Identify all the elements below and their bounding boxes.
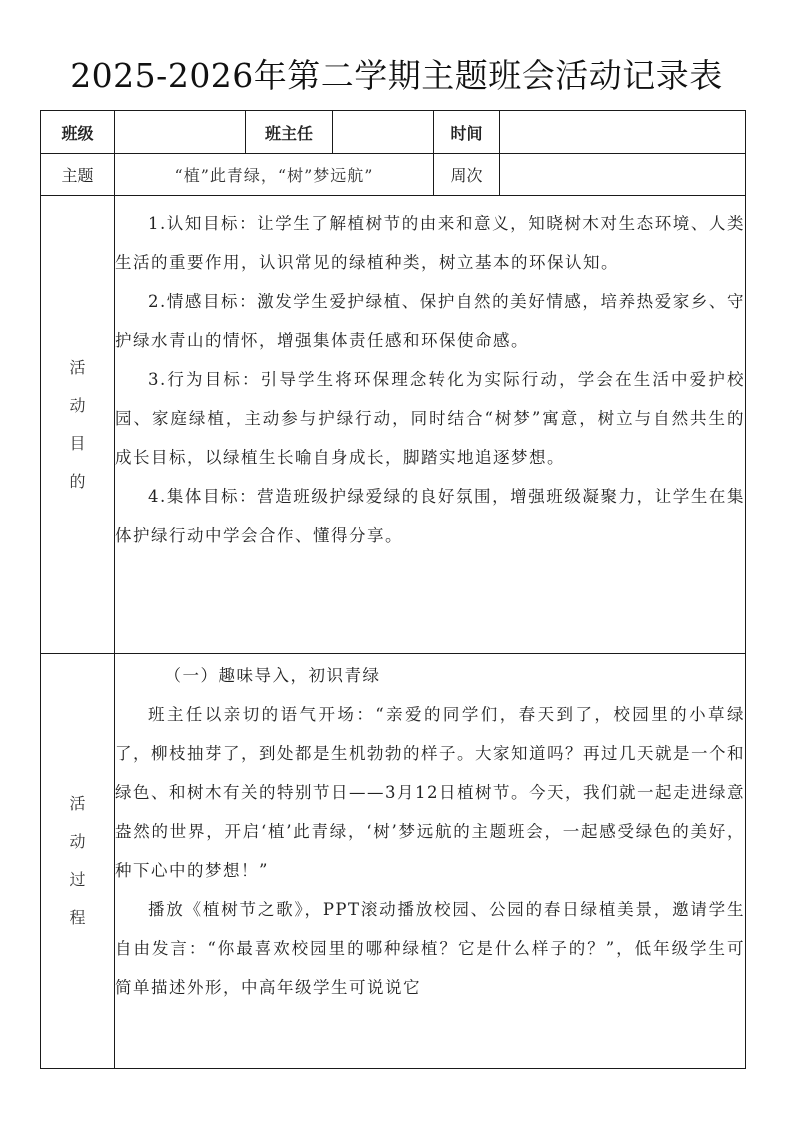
process-label-char: 过 — [69, 870, 86, 889]
purpose-content — [115, 196, 746, 654]
info-row-1 — [41, 111, 746, 154]
process-paragraph-song: 播放《植树节之歌》，PPT滚动播放校园、公园的春日绿植美景，邀请学生自由发言：“你最喜欢校园里的哪种绿植？它是什么样子的？”，低年级学生可简单描述外形，中高年级学生可说说它 — [115, 900, 745, 997]
process-label — [41, 654, 115, 1069]
week-label: 周次 — [434, 154, 500, 196]
process-label-char: 活 — [69, 794, 86, 813]
time-field[interactable] — [500, 111, 746, 154]
info-row-2 — [41, 154, 746, 196]
process-subheading: （一）趣味导入，初识青绿 — [164, 666, 381, 685]
purpose-paragraph-emotional: 2.情感目标：激发学生爱护绿植、保护自然的美好情感，培养热爱家乡、守护绿水青山的情怀，增强集体责任感和环保使命感。 — [115, 292, 745, 350]
week-field[interactable] — [500, 154, 746, 196]
theme-label: 主题 — [41, 154, 115, 196]
purpose-section — [41, 196, 746, 654]
theme-value: “植”此青绿，“树”梦远航” — [115, 154, 434, 196]
purpose-label-char: 活 — [69, 357, 86, 377]
process-label-char: 动 — [69, 832, 86, 851]
process-label-char: 程 — [69, 908, 86, 927]
process-section — [41, 654, 746, 1069]
class-label: 班级 — [41, 111, 115, 154]
purpose-paragraph-cognitive: 1.认知目标：让学生了解植树节的由来和意义，知晓树木对生态环境、人类生活的重要作用，认识常见的绿植种类，树立基本的环保认知。 — [115, 214, 745, 272]
class-field[interactable] — [115, 111, 246, 154]
process-content — [115, 654, 746, 1069]
teacher-field[interactable] — [333, 111, 434, 154]
document-title: 2025-2026年第二学期主题班会活动记录表 — [70, 56, 723, 95]
purpose-label-char: 动 — [69, 395, 86, 415]
purpose-label-char: 的 — [69, 471, 86, 491]
activity-record-table — [40, 110, 746, 1069]
purpose-label — [41, 196, 115, 654]
teacher-label: 班主任 — [246, 111, 333, 154]
process-paragraph-intro: 班主任以亲切的语气开场：“亲爱的同学们，春天到了，校园里的小草绿了，柳枝抽芽了，到处都是生机勃勃的样子。大家知道吗？再过几天就是一个和绿色、和树木有关的特别节日——3月12日植树节。今天，我们就一起走进绿意盎然的世界，开启‘植’此青绿，‘树’梦远航的主题班会，一起感受绿色的美好，种下心中的梦想！” — [115, 705, 745, 880]
purpose-paragraph-behavioral: 3.行为目标：引导学生将环保理念转化为实际行动，学会在生活中爱护校园、家庭绿植，主动参与护绿行动，同时结合“树梦”寓意，树立与自然共生的成长目标，以绿植生长喻自身成长，脚踏实地追逐梦想。 — [115, 370, 745, 467]
purpose-paragraph-collective: 4.集体目标：营造班级护绿爱绿的良好氛围，增强班级凝聚力，让学生在集体护绿行动中学会合作、懂得分享。 — [115, 487, 745, 545]
time-label: 时间 — [434, 111, 500, 154]
purpose-label-char: 目 — [69, 433, 86, 453]
